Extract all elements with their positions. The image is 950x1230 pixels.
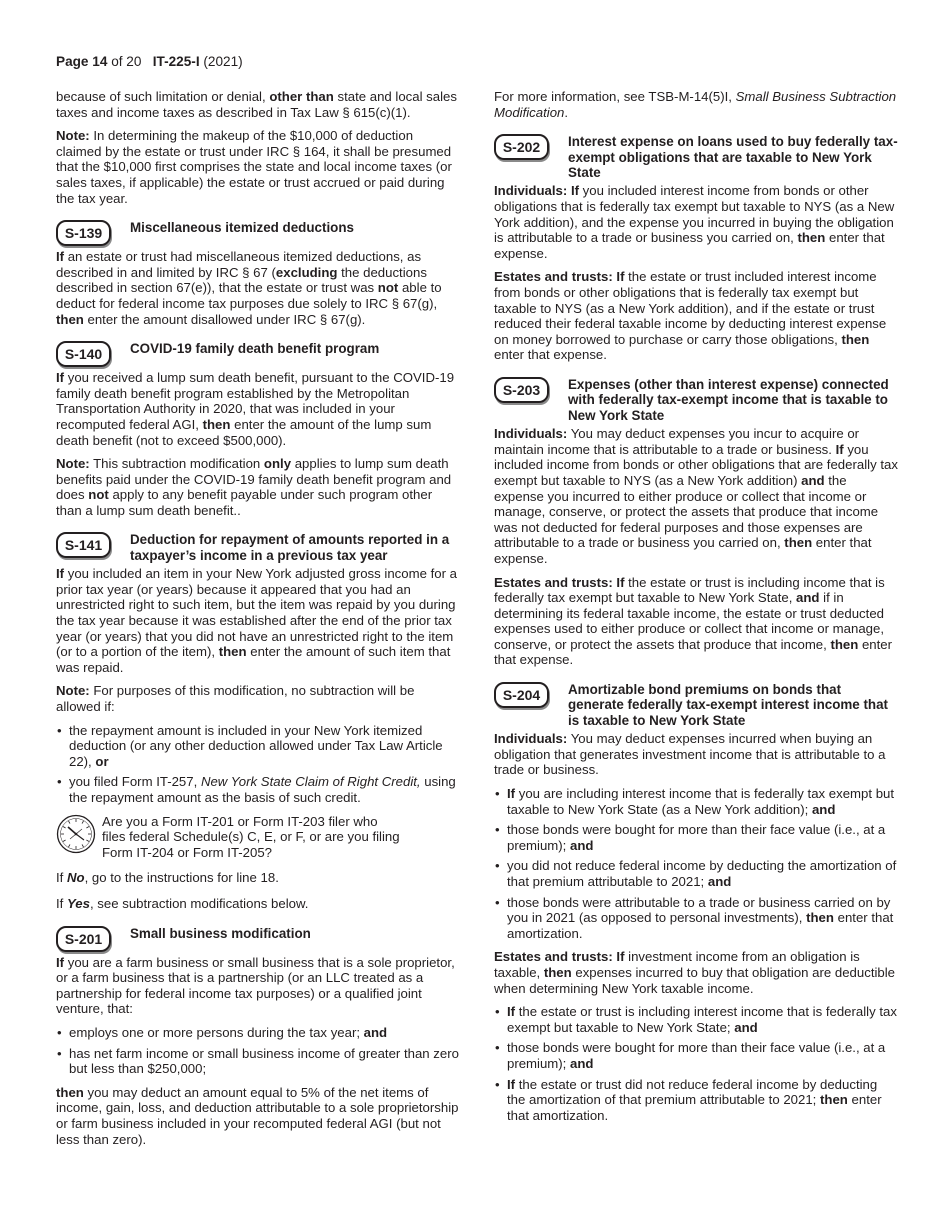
question-text: Are you a Form IT-201 or Form IT-203 filer who files federal Schedule(s) C, E, or F, or are you filing Form IT-204 or Form IT-205? xyxy=(102,813,400,860)
line-code-badge: S-203 xyxy=(494,377,549,403)
line-code-badge: S-141 xyxy=(56,532,111,558)
paragraph: Individuals: If you included interest income from bonds or other obligations that is federally tax exempt but taxable to NYS (as a New York addition), and the expense you incurred in buying the obligation is attributable to a trade or business you carried on, then enter that expense. xyxy=(494,183,895,261)
paragraph: Individuals: You may deduct expenses incurred when buying an obligation that generates investment income that is attributable to a trade or business. xyxy=(494,731,886,778)
clock-icon xyxy=(56,814,96,854)
paragraph: If you included an item in your New York adjusted gross income for a prior tax year (or years) because it appeared that you had an unrestricted right to such item, but the item was repaid by you during the tax year because it was established after the end of the prior tax year (or years) that you did not have an unrestricted right to the item (or to a portion of the item), then enter the amount of such item that was repaid. xyxy=(56,566,457,675)
list-item: • those bonds were bought for more than their face value (i.e., at a premium); and xyxy=(494,1040,898,1071)
line-code-badge: S-139 xyxy=(56,220,111,246)
section-title: Interest expense on loans used to buy federally tax-exempt obligations that are taxable to New York State xyxy=(568,134,898,180)
line-code-badge: S-202 xyxy=(494,134,549,160)
list-item: • If the estate or trust is including interest income that is federally tax exempt but taxable to New York State; and xyxy=(494,1004,898,1035)
list-item: • you filed Form IT-257, New York State Claim of Right Credit, using the repayment amount as the basis of such credit. xyxy=(56,774,460,805)
section-s140 xyxy=(56,341,460,367)
section-title: Amortizable bond premiums on bonds that generate federally tax-exempt interest income that is taxable to New York State xyxy=(568,682,888,728)
section-s201 xyxy=(56,926,460,952)
list-item: • the repayment amount is included in your New York itemized deduction (or any other deduction allowed under Tax Law Article 22), or xyxy=(56,723,460,770)
section-s203 xyxy=(494,377,898,423)
left-column xyxy=(56,89,460,1155)
page-number: 14 xyxy=(92,54,108,69)
section-s141 xyxy=(56,532,460,563)
form-year: (2021) xyxy=(203,54,243,69)
paragraph: Estates and trusts: If investment income from an obligation is taxable, then expenses incurred to buy that obligation are deductible when determining New York taxable income. xyxy=(494,949,896,996)
list-item: • you did not reduce federal income by deducting the amortization of that premium attributable to 2021; and xyxy=(494,858,898,889)
section-title: Miscellaneous itemized deductions xyxy=(130,220,354,236)
paragraph: then you may deduct an amount equal to 5% of the net items of income, gain, loss, and deduction attributable to a sole proprietorship or farm business included in your recomputed federal AGI (but not less than zero). xyxy=(56,1084,459,1147)
list-item: • If the estate or trust did not reduce federal income by deducting the amortization of that premium attributable to 2021; then enter that amortization. xyxy=(494,1077,898,1124)
list-item: • has net farm income or small business income of greater than zero but less than $250,000; xyxy=(56,1046,460,1077)
paragraph: If an estate or trust had miscellaneous itemized deductions, as described in and limited by IRC § 67 (excluding the deductions described in section 67(e)), that the estate or trust was not able to deduct for federal income tax purposes due solely to IRC § 67(g), then enter the amount disallowed under IRC § 67(g). xyxy=(56,249,442,327)
line-code-badge: S-201 xyxy=(56,926,111,952)
bullet-list xyxy=(56,723,460,806)
bullet-list xyxy=(494,786,898,941)
page-of: of 20 xyxy=(111,54,142,69)
list-item: • If you are including interest income that is federally tax exempt but taxable to New York State (as a New York addition); and xyxy=(494,786,898,817)
paragraph: If Yes, see subtraction modifications below. xyxy=(56,895,309,911)
right-column xyxy=(494,89,898,1131)
page-header xyxy=(56,53,243,71)
decision-question xyxy=(56,814,460,861)
line-code-badge: S-140 xyxy=(56,341,111,367)
section-s202 xyxy=(494,134,898,180)
line-code-badge: S-204 xyxy=(494,682,549,708)
paragraph: because of such limitation or denial, other than state and local sales taxes and income taxes as described in Tax Law § 615(c)(1). xyxy=(56,89,457,120)
paragraph: If No, go to the instructions for line 18. xyxy=(56,870,279,886)
note-paragraph: Note: In determining the makeup of the $10,000 of deduction claimed by the estate or trust under IRC § 164, it shall be presumed that the $10,000 first comprises the state and local income taxes (or sales taxes, if applicable) the estate or trust accrued or paid during the tax year. xyxy=(56,128,452,206)
section-title: COVID-19 family death benefit program xyxy=(130,341,380,357)
paragraph: Estates and trusts: If the estate or trust included interest income from bonds or other obligations that is federally tax exempt but taxable to NYS (as a New York addition), and if the estate or trust reduced their federal taxable income by deducting interest expense on money borrowed to purchase or carry those obligations, then enter that expense. xyxy=(494,269,887,363)
paragraph: If you received a lump sum death benefit, pursuant to the COVID-19 family death benefit program established by the Metropolitan Transportation Authority in 2020, that was included in your recomputed federal AGI, then enter the amount of the lump sum death benefit (not to exceed $500,000). xyxy=(56,370,455,448)
bullet-list xyxy=(56,1025,460,1077)
section-title: Small business modification xyxy=(130,925,311,941)
bullet-list xyxy=(494,1004,898,1123)
section-s139 xyxy=(56,220,460,246)
paragraph: Individuals: You may deduct expenses you incur to acquire or maintain income that is attributable to a trade or business. If you included income from bonds or other obligations that are federally tax exempt but taxable to NYS (as a New York addition) and the expense you incurred to either produce or collect that income or manage, conserve, or protect the assets that produce that income was not deducted for federal purposes and those expenses are attributable to a trade or business you carried on, then enter that expense. xyxy=(494,426,898,566)
list-item: • employs one or more persons during the tax year; and xyxy=(56,1025,460,1041)
section-title: Deduction for repayment of amounts reported in a taxpayer’s income in a previous tax year xyxy=(130,532,450,563)
section-title: Expenses (other than interest expense) connected with federally tax-exempt income that is taxable to New York State xyxy=(568,376,889,423)
paragraph: Estates and trusts: If the estate or trust is including income that is federally tax exempt but taxable to New York State, and if in determining its federal taxable income, the estate or trust deducted expenses used to either produce or collect that income or manage, conserve, or protect the assets that produce that income, then enter that expense. xyxy=(494,574,893,668)
list-item: • those bonds were bought for more than their face value (i.e., at a premium); and xyxy=(494,822,898,853)
paragraph: If you are a farm business or small business that is a sole proprietor, or a farm business that is a partnership (or an LLC treated as a partnership for federal income tax purposes) or a qualified joint venture, that: xyxy=(56,954,455,1017)
note-paragraph: Note: This subtraction modification only applies to lump sum death benefits paid under the COVID-19 family death benefit program and does not apply to any benefit payable under such program other than a lump sum death benefit.. xyxy=(56,456,452,518)
form-number: IT-225-I xyxy=(152,54,200,69)
paragraph: For more information, see TSB-M-14(5)I, Small Business Subtraction Modification. xyxy=(494,89,897,120)
note-paragraph: Note: For purposes of this modification, no subtraction will be allowed if: xyxy=(56,683,415,715)
section-s204 xyxy=(494,682,898,728)
page-label: Page xyxy=(56,54,89,69)
list-item: • those bonds were attributable to a trade or business carried on by you in 2021 (as opposed to personal investments), then enter that amortization. xyxy=(494,895,898,942)
